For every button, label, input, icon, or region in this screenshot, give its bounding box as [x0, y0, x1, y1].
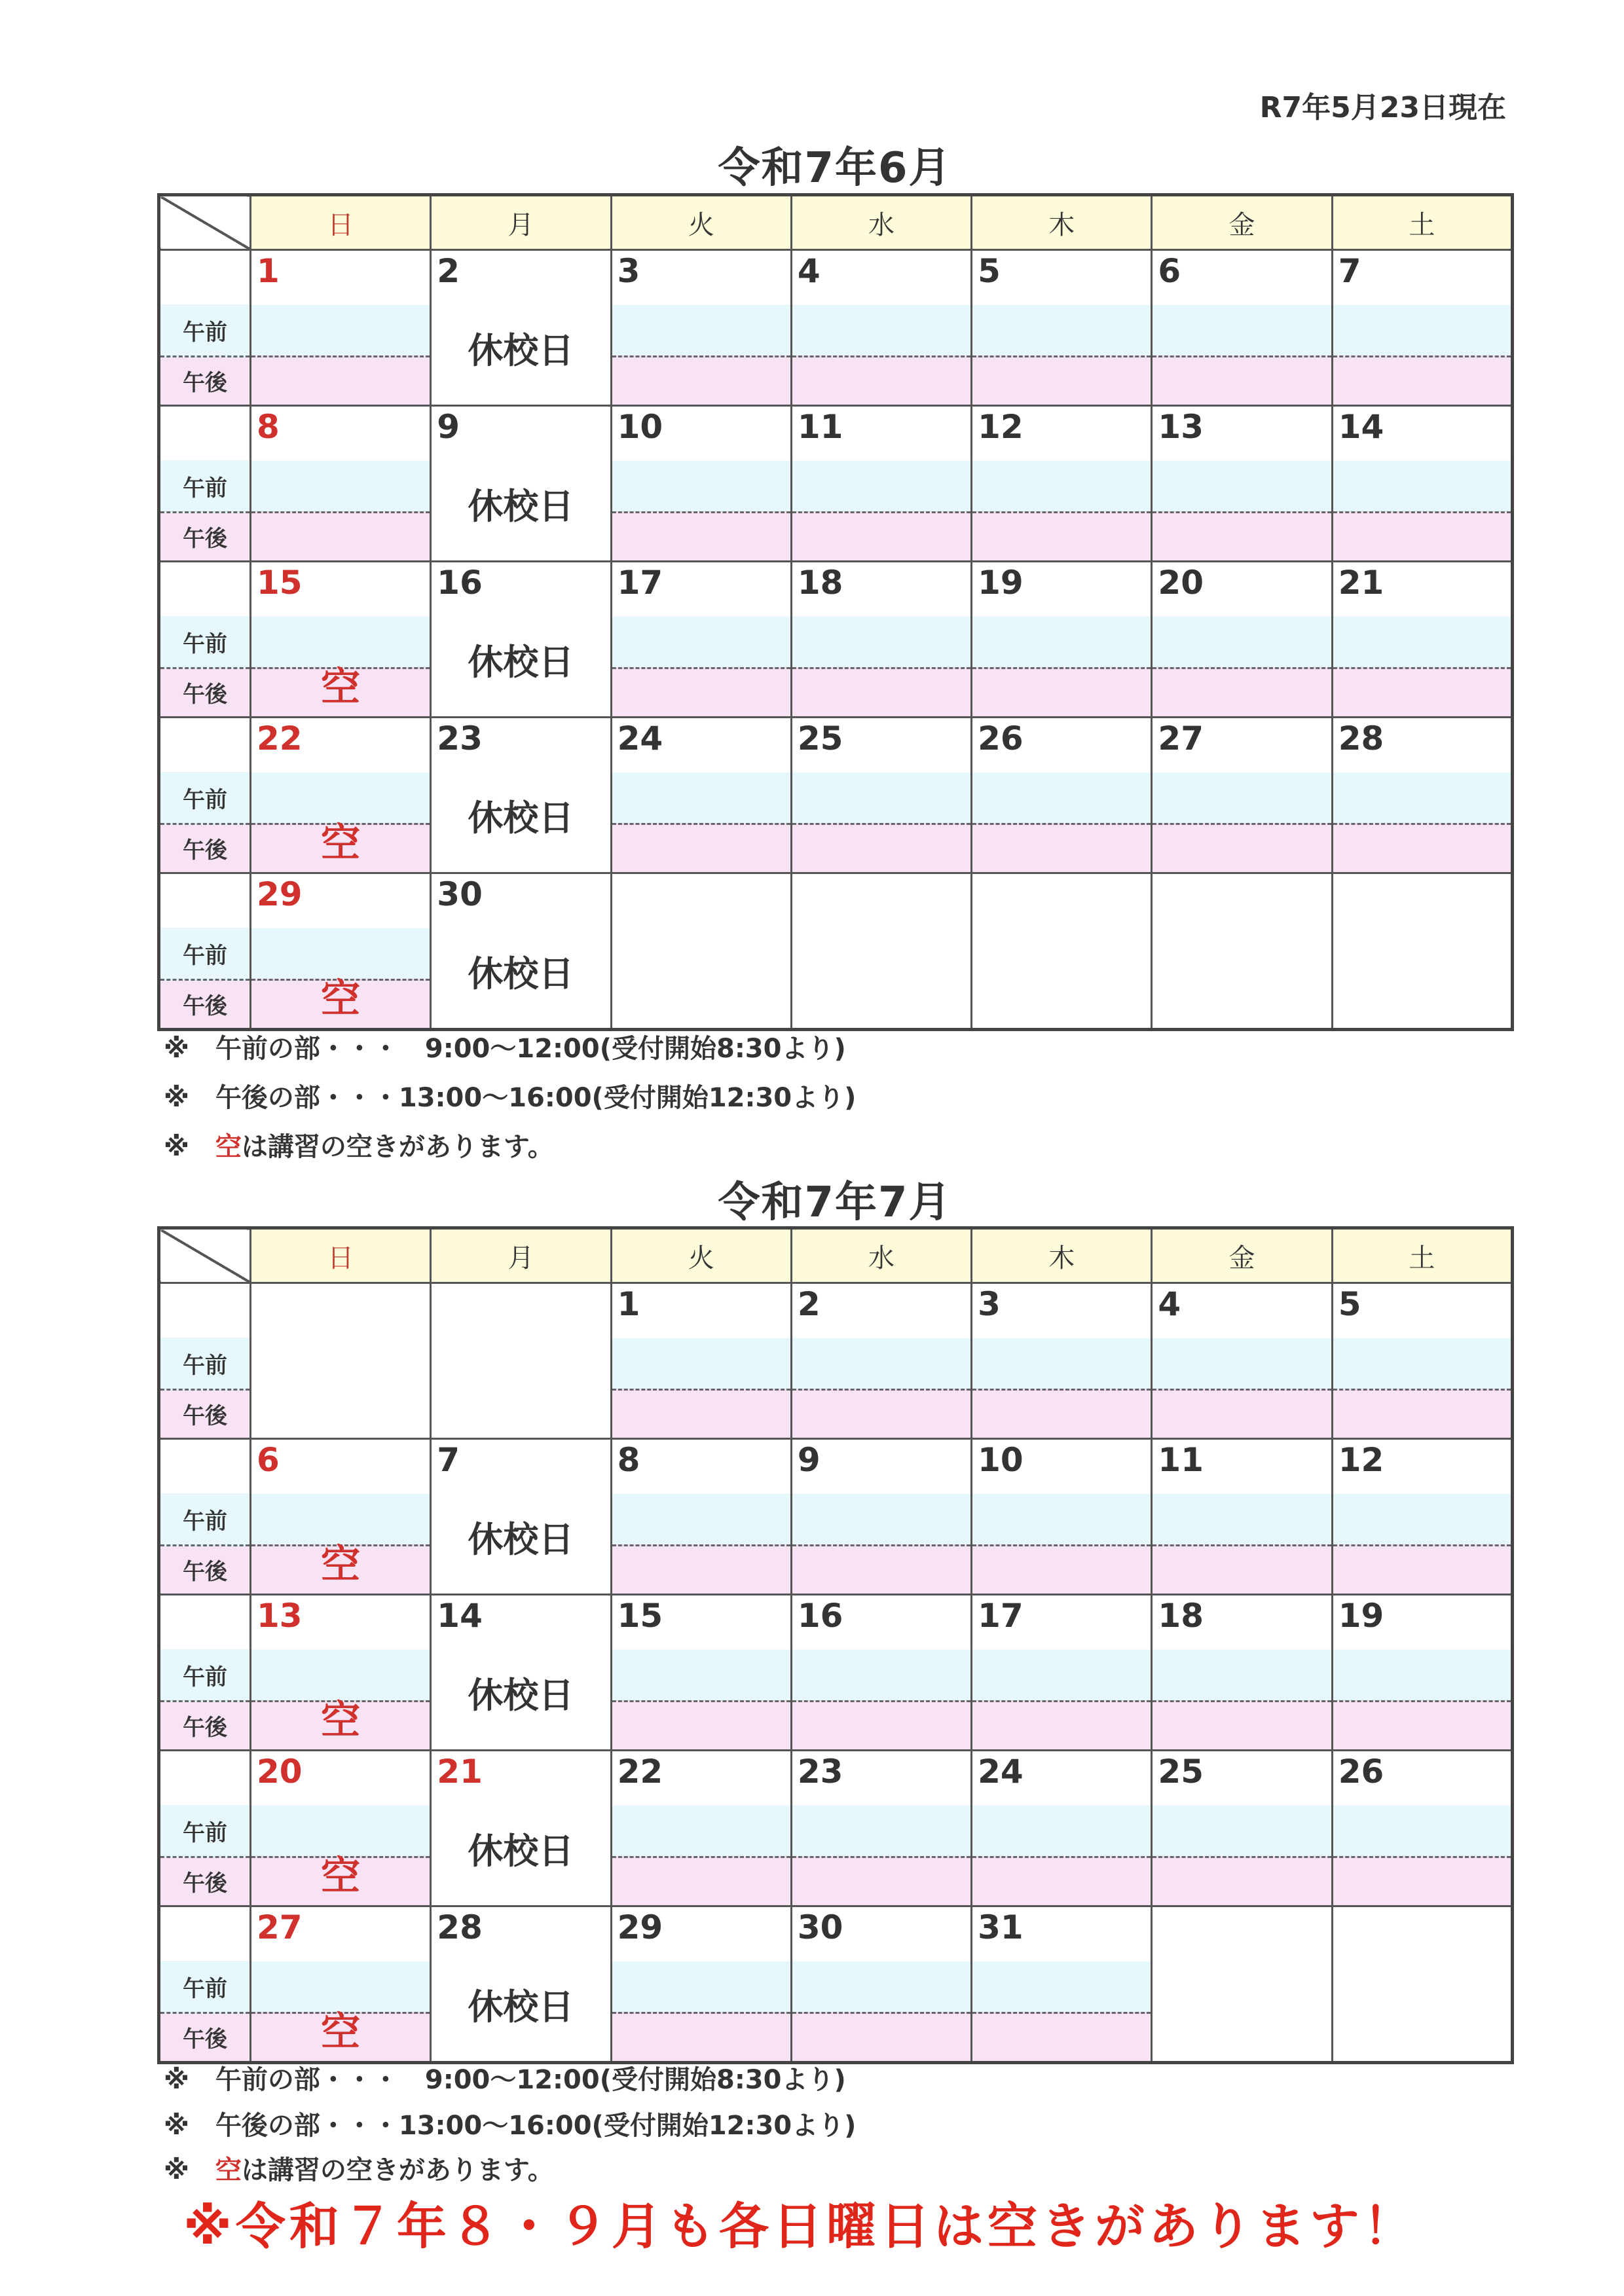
day-cell [791, 1283, 971, 1439]
holiday-label: 休校日 [468, 486, 574, 527]
weekday-header: 日 [251, 1228, 431, 1283]
day-cell [1152, 406, 1332, 562]
day-cell [1332, 250, 1512, 406]
note-vacancy-june [164, 1126, 554, 1163]
week-row [159, 562, 1513, 718]
session-labels [159, 1751, 251, 1906]
day-cell [791, 1439, 971, 1595]
weekday-header: 木 [972, 1228, 1152, 1283]
day-cell [1152, 562, 1332, 718]
day-cell [251, 1595, 431, 1751]
day-number: 24 [617, 720, 663, 757]
weekday-header: 水 [791, 195, 971, 250]
day-cell [972, 1283, 1152, 1439]
day-cell [972, 1439, 1152, 1595]
day-cell [251, 873, 431, 1030]
day-cell [791, 873, 971, 1030]
day-cell [1152, 1595, 1332, 1751]
day-number: 31 [978, 1908, 1024, 1946]
day-cell [1332, 406, 1512, 562]
pm-label: 午後 [160, 1858, 249, 1905]
session-labels [159, 873, 251, 1030]
day-number: 7 [437, 1441, 460, 1479]
day-cell [791, 250, 971, 406]
day-number: 10 [617, 408, 663, 446]
day-cell [431, 1439, 611, 1595]
week-row [159, 718, 1513, 873]
holiday-label: 休校日 [468, 1675, 574, 1716]
day-number: 4 [1158, 1285, 1181, 1323]
holiday-label: 休校日 [468, 1519, 574, 1560]
day-cell [972, 406, 1152, 562]
am-label: 午前 [160, 304, 249, 357]
corner-cell [159, 195, 251, 250]
note-prefix: ※ [164, 1132, 215, 1162]
day-number: 2 [797, 1285, 821, 1323]
day-number: 12 [1338, 1441, 1384, 1479]
day-cell [972, 1595, 1152, 1751]
day-number: 16 [797, 1597, 843, 1635]
day-cell [251, 1283, 431, 1439]
day-number: 28 [1338, 720, 1384, 757]
day-cell [1332, 1906, 1512, 2063]
day-cell [972, 250, 1152, 406]
day-number: 12 [978, 408, 1024, 446]
session-labels [159, 406, 251, 562]
day-cell [431, 1751, 611, 1906]
day-cell [611, 1595, 791, 1751]
day-cell [791, 1595, 971, 1751]
day-number: 25 [1158, 1753, 1204, 1791]
day-number: 15 [257, 564, 303, 602]
pm-label: 午後 [160, 1391, 249, 1438]
am-label: 午前 [160, 460, 249, 513]
day-number: 1 [257, 252, 280, 290]
vacancy-mark: 空 [321, 1853, 361, 1899]
note-pm-june: ※ 午後の部・・・13:00〜16:00(受付開始12:30より) [164, 1083, 857, 1113]
day-cell [251, 1439, 431, 1595]
day-number: 29 [617, 1908, 663, 1946]
day-cell [611, 873, 791, 1030]
day-cell [611, 1751, 791, 1906]
day-cell [431, 1906, 611, 2063]
day-number: 20 [1158, 564, 1204, 602]
day-number: 4 [797, 252, 821, 290]
weekday-header: 火 [611, 1228, 791, 1283]
session-labels [159, 250, 251, 406]
note-vacancy-july [164, 2149, 554, 2187]
day-cell [791, 1751, 971, 1906]
day-number: 17 [617, 564, 663, 602]
pm-label: 午後 [160, 357, 249, 405]
day-cell [611, 1906, 791, 2063]
day-cell [611, 1439, 791, 1595]
day-cell [251, 406, 431, 562]
note-am-july: ※ 午前の部・・・ 9:00〜12:00(受付開始8:30より) [164, 2065, 846, 2095]
day-number: 23 [797, 1753, 843, 1791]
day-cell [791, 406, 971, 562]
day-number: 30 [797, 1908, 843, 1946]
day-cell [1152, 1751, 1332, 1906]
day-number: 21 [1338, 564, 1384, 602]
vacancy-mark: 空 [321, 1542, 361, 1588]
vacancy-mark: 空 [321, 976, 361, 1022]
day-cell [431, 1283, 611, 1439]
note-prefix: ※ [164, 2155, 215, 2185]
pm-label: 午後 [160, 825, 249, 872]
day-cell [251, 718, 431, 873]
pm-label: 午後 [160, 669, 249, 716]
week-row [159, 406, 1513, 562]
day-number: 14 [1338, 408, 1384, 446]
day-number: 27 [1158, 720, 1204, 757]
holiday-label: 休校日 [468, 642, 574, 683]
day-cell [431, 1595, 611, 1751]
session-labels [159, 1439, 251, 1595]
day-number: 7 [1338, 252, 1361, 290]
day-cell [1332, 1439, 1512, 1595]
session-labels [159, 718, 251, 873]
day-number: 23 [437, 720, 483, 757]
week-row [159, 1595, 1513, 1751]
day-cell [611, 1283, 791, 1439]
day-number: 3 [978, 1285, 1001, 1323]
day-cell [251, 562, 431, 718]
day-number: 18 [797, 564, 843, 602]
note-am-june: ※ 午前の部・・・ 9:00〜12:00(受付開始8:30より) [164, 1034, 846, 1064]
am-label: 午前 [160, 1338, 249, 1391]
day-number: 20 [257, 1753, 303, 1791]
day-cell [972, 1906, 1152, 2063]
day-number: 18 [1158, 1597, 1204, 1635]
session-labels [159, 1283, 251, 1439]
day-cell [1152, 1283, 1332, 1439]
pm-label: 午後 [160, 981, 249, 1028]
day-cell [431, 406, 611, 562]
session-labels [159, 1906, 251, 2063]
pm-label: 午後 [160, 513, 249, 560]
calendar-title-july: 令和7年7月 [718, 1178, 952, 1227]
day-number: 19 [978, 564, 1024, 602]
note-text: は講習の空きがあります。 [241, 1132, 554, 1162]
day-number: 2 [437, 252, 460, 290]
day-number: 30 [437, 875, 483, 913]
day-cell [1152, 718, 1332, 873]
day-number: 22 [257, 720, 303, 757]
day-number: 11 [797, 408, 843, 446]
week-row [159, 250, 1513, 406]
day-cell [251, 1906, 431, 2063]
weekday-header: 金 [1152, 195, 1332, 250]
corner-cell [159, 1228, 251, 1283]
day-cell [251, 250, 431, 406]
day-cell [1152, 1906, 1332, 2063]
week-row [159, 1439, 1513, 1595]
day-number: 5 [1338, 1285, 1361, 1323]
am-label: 午前 [160, 1649, 249, 1702]
day-cell [972, 562, 1152, 718]
day-number: 9 [797, 1441, 821, 1479]
day-cell [431, 562, 611, 718]
holiday-label: 休校日 [468, 1831, 574, 1872]
calendar-july [157, 1226, 1514, 2064]
holiday-label: 休校日 [468, 797, 574, 839]
day-cell [791, 1906, 971, 2063]
day-number: 19 [1338, 1597, 1384, 1635]
session-labels [159, 1595, 251, 1751]
day-cell [1152, 1439, 1332, 1595]
weekday-header: 金 [1152, 1228, 1332, 1283]
pm-label: 午後 [160, 1702, 249, 1749]
vacancy-mark: 空 [321, 1698, 361, 1743]
day-number: 9 [437, 408, 460, 446]
am-label: 午前 [160, 1805, 249, 1858]
day-cell [1332, 718, 1512, 873]
am-label: 午前 [160, 928, 249, 981]
am-label: 午前 [160, 772, 249, 825]
note-text: は講習の空きがあります。 [241, 2155, 554, 2185]
day-number: 5 [978, 252, 1001, 290]
day-number: 24 [978, 1753, 1024, 1791]
day-cell [431, 250, 611, 406]
week-row [159, 1283, 1513, 1439]
day-number: 25 [797, 720, 843, 757]
day-cell [1152, 873, 1332, 1030]
day-cell [972, 718, 1152, 873]
weekday-header: 火 [611, 195, 791, 250]
day-cell [1332, 562, 1512, 718]
holiday-label: 休校日 [468, 1986, 574, 2028]
day-number: 6 [1158, 252, 1181, 290]
week-row [159, 873, 1513, 1030]
vacancy-mark: 空 [321, 820, 361, 866]
day-number: 26 [1338, 1753, 1384, 1791]
day-cell [611, 562, 791, 718]
day-cell [251, 1751, 431, 1906]
weekday-header: 木 [972, 195, 1152, 250]
pm-label: 午後 [160, 1546, 249, 1594]
day-number: 16 [437, 564, 483, 602]
day-number: 28 [437, 1908, 483, 1946]
day-cell [972, 1751, 1152, 1906]
day-number: 11 [1158, 1441, 1204, 1479]
day-cell [611, 718, 791, 873]
weekday-header: 月 [431, 195, 611, 250]
day-number: 17 [978, 1597, 1024, 1635]
pm-label: 午後 [160, 2014, 249, 2061]
day-number: 27 [257, 1908, 303, 1946]
day-cell [1152, 250, 1332, 406]
note-pm-july: ※ 午後の部・・・13:00〜16:00(受付開始12:30より) [164, 2111, 857, 2141]
day-cell [431, 873, 611, 1030]
vacancy-mark: 空 [215, 1132, 242, 1162]
am-label: 午前 [160, 1493, 249, 1546]
calendar-june [157, 193, 1514, 1031]
day-number: 8 [257, 408, 280, 446]
holiday-label: 休校日 [468, 953, 574, 994]
day-cell [972, 873, 1152, 1030]
day-number: 1 [617, 1285, 640, 1323]
day-number: 15 [617, 1597, 663, 1635]
week-row [159, 1906, 1513, 2063]
weekday-header: 土 [1332, 1228, 1512, 1283]
day-number: 21 [437, 1753, 483, 1791]
as-of-date: R7年5月23日現在 [1259, 91, 1506, 124]
day-number: 22 [617, 1753, 663, 1791]
day-cell [791, 562, 971, 718]
day-cell [1332, 1751, 1512, 1906]
weekday-header: 土 [1332, 195, 1512, 250]
day-number: 13 [257, 1597, 303, 1635]
day-number: 26 [978, 720, 1024, 757]
day-number: 29 [257, 875, 303, 913]
day-cell [1332, 873, 1512, 1030]
day-number: 14 [437, 1597, 483, 1635]
weekday-header: 水 [791, 1228, 971, 1283]
day-cell [431, 718, 611, 873]
holiday-label: 休校日 [468, 330, 574, 371]
day-cell [791, 718, 971, 873]
day-number: 3 [617, 252, 640, 290]
day-cell [1332, 1595, 1512, 1751]
week-row [159, 1751, 1513, 1906]
final-notice: ※令和７年８・９月も各日曜日は空きがあります！ [183, 2197, 1417, 2255]
vacancy-mark: 空 [321, 665, 361, 710]
am-label: 午前 [160, 616, 249, 669]
day-cell [611, 250, 791, 406]
weekday-header: 日 [251, 195, 431, 250]
day-number: 6 [257, 1441, 280, 1479]
day-number: 8 [617, 1441, 640, 1479]
day-cell [1332, 1283, 1512, 1439]
vacancy-mark: 空 [321, 2009, 361, 2055]
weekday-header: 月 [431, 1228, 611, 1283]
day-cell [611, 406, 791, 562]
am-label: 午前 [160, 1961, 249, 2014]
day-number: 10 [978, 1441, 1024, 1479]
vacancy-mark: 空 [215, 2155, 242, 2185]
calendar-title-june: 令和7年6月 [718, 144, 952, 192]
day-number: 13 [1158, 408, 1204, 446]
session-labels [159, 562, 251, 718]
